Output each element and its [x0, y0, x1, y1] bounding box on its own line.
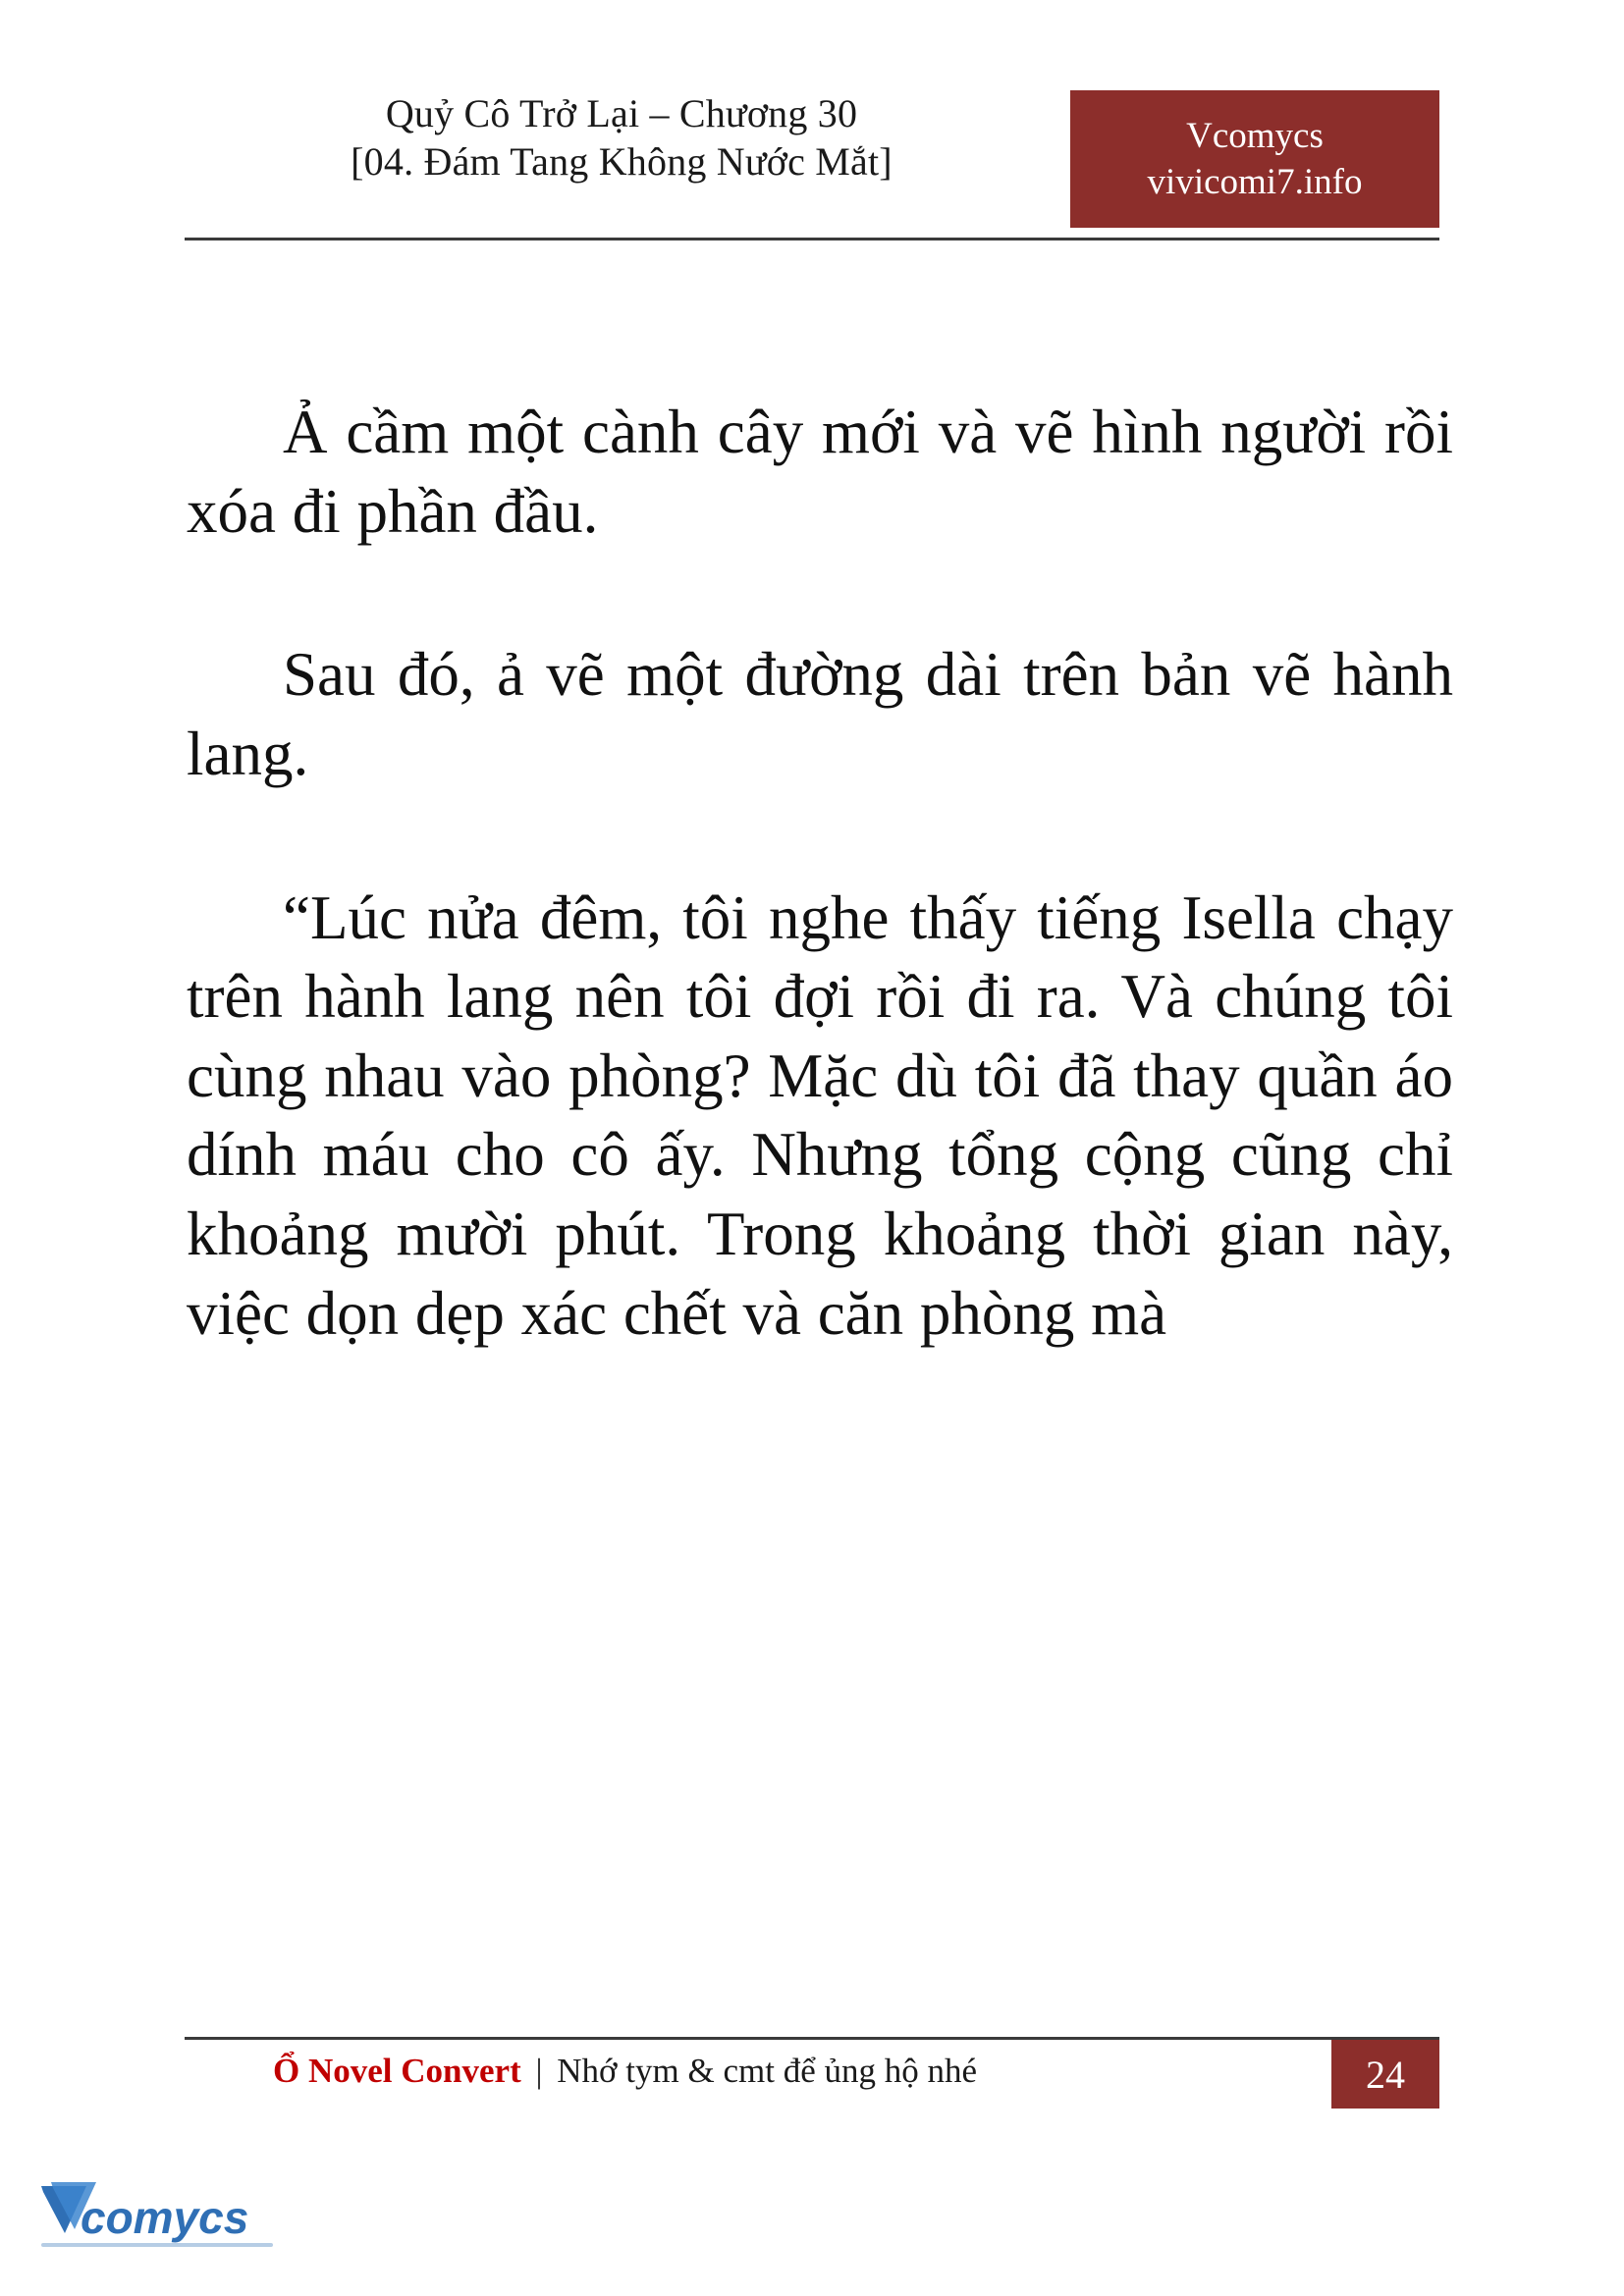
paragraph: Sau đó, ả vẽ một đường dài trên bản vẽ hành lang. [187, 640, 1453, 788]
paragraph: “Lúc nửa đêm, tôi nghe thấy tiếng Isella chạy trên hành lang nên tôi đợi rồi đi ra. Và chúng tôi cùng nhau vào phòng? Mặc dù tôi đã thay quần áo dính máu cho cô ấy. Nhưng tổng cộng cũng chỉ khoảng mười phút. Trong khoảng thời gian này, việc dọn dẹp xác chết và căn phòng mà [187, 882, 1453, 1348]
page-header [185, 90, 1439, 240]
header-title-line2: [04. Đám Tang Không Nước Mắt] [351, 138, 893, 184]
footer-separator: | [535, 2052, 543, 2090]
page-content [187, 393, 1453, 1353]
header-title-line1: Quỷ Cô Trở Lại – Chương 30 [385, 91, 858, 135]
svg-text:comycs: comycs [81, 2192, 249, 2243]
site-badge-name: Vcomycs [1186, 115, 1324, 156]
site-badge-url: vivicomi7.info [1147, 162, 1363, 202]
site-badge [1070, 90, 1439, 228]
vcomycs-watermark-logo [35, 2172, 281, 2263]
header-title [185, 90, 1058, 187]
watermark-wordmark [81, 2192, 248, 2243]
footer-brand: Ổ Novel Convert [273, 2052, 521, 2090]
page-number: 24 [1331, 2040, 1439, 2109]
header-divider [185, 238, 1439, 240]
footer-note: Nhớ tym & cmt để ủng hộ nhé [557, 2052, 978, 2090]
paragraph: Ả cầm một cành cây mới và vẽ hình người rồi xóa đi phần đầu. [187, 398, 1453, 546]
footer-credit [273, 2052, 977, 2091]
page-footer [185, 2040, 1439, 2110]
